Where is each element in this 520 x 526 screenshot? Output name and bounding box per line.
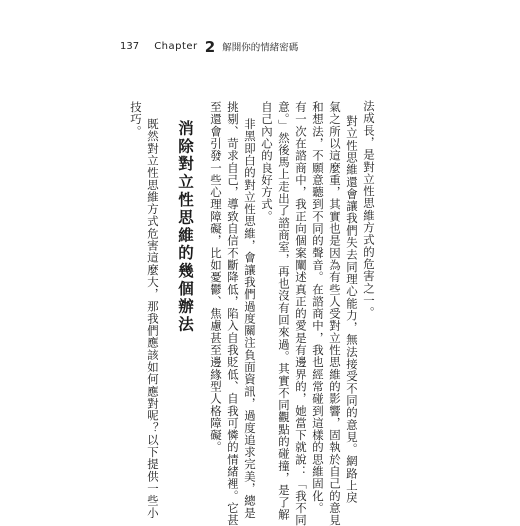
text-column: 有一次在諮商中，我正向個案闡述真正的愛是有邊界的，她當下就說：「我不同: [294, 101, 308, 526]
text-column: 技巧。: [129, 101, 143, 138]
text-column: 自己內心的良好方式。: [260, 101, 274, 223]
text-column: 挑剔、苛求自己，導致自信不斷降低，陷入自我貶低、自我可憐的情緒裡。它甚: [226, 101, 240, 526]
text-column: 意。」然後馬上走出了諮商室，再也沒有回來過。其實不同觀點的碰撞，是了解: [277, 101, 291, 521]
chapter-number: 2: [204, 37, 216, 56]
text-column: 至還會引發一些心理障礙，比如憂鬱、焦慮甚至邊緣型人格障礙。: [209, 101, 223, 454]
page-number: 137: [120, 41, 140, 52]
text-column: 非黑即白的對立性思維，會讓我們過度關注負面資訊，過度追求完美，總是: [243, 118, 257, 519]
text-column: 氣之所以這麼重，其實也是因為有些人受對立性思維的影響，固執於自己的意見: [328, 101, 342, 526]
text-column: 法成長，是對立性思維方式的危害之一。: [362, 100, 376, 319]
section-heading: 消除對立性思維的幾個辦法: [176, 120, 195, 334]
text-column: 和想法，不願意聽到不同的聲音。在諮商中，我也經常碰到這樣的思維固化。: [311, 101, 325, 515]
chapter-label: Chapter: [154, 41, 198, 52]
chapter-title: 解開你的情緒密碼: [222, 42, 299, 54]
text-column: 對立性思維還會讓我們失去同理心能力，無法接受不同的意見。網路上戾: [345, 115, 359, 504]
text-column: 既然對立性思維方式危害這麼大，那我們應該如何應對呢？以下提供一些小: [146, 118, 160, 519]
